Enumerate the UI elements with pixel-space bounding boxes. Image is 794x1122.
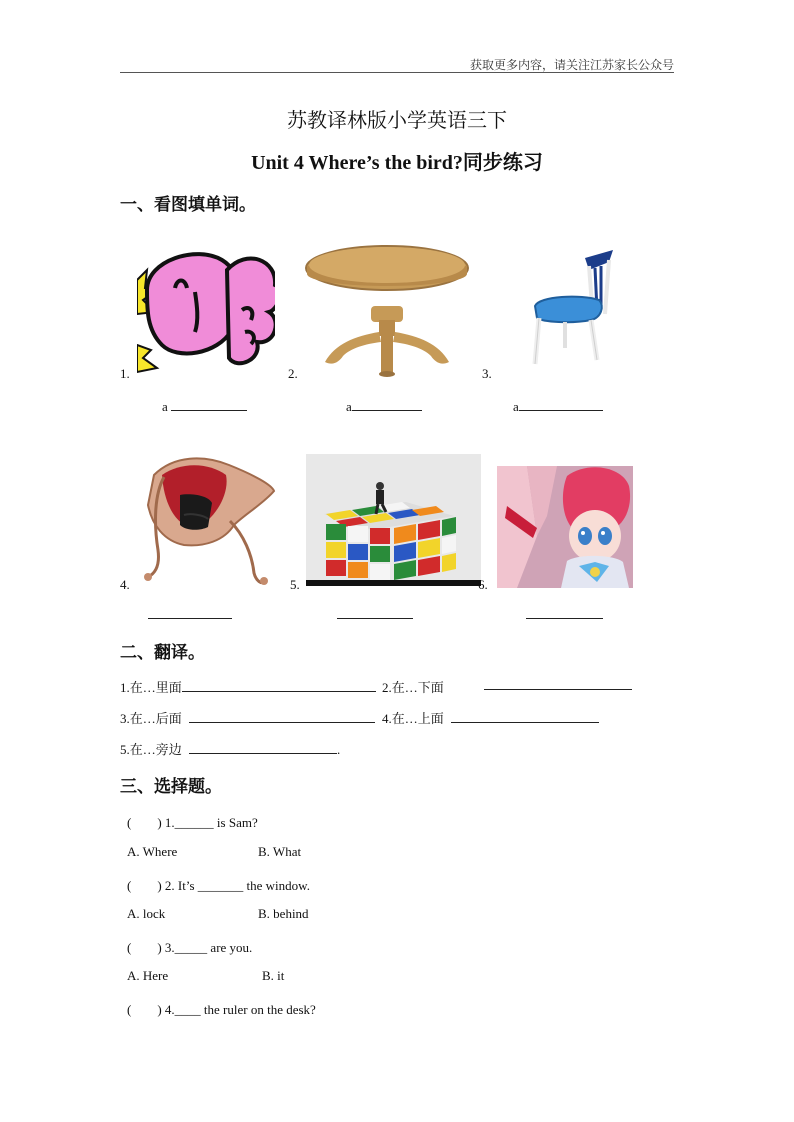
question-2 [127, 875, 310, 894]
answer-line-5[interactable] [337, 606, 413, 623]
translation-item-1[interactable] [120, 677, 376, 696]
option-a[interactable]: A. lock [127, 906, 166, 921]
chair-picture [525, 248, 617, 370]
answer-paren[interactable]: ( ) [127, 815, 162, 830]
answer-prefix: a [162, 399, 168, 414]
answer-paren[interactable]: ( ) [127, 1002, 162, 1017]
blank-line [337, 606, 413, 619]
question-text: 1.______ is Sam? [164, 815, 258, 830]
option-b[interactable]: B. it [262, 968, 285, 983]
answer-line-2[interactable] [346, 398, 422, 415]
blank-line [148, 606, 232, 619]
translation-item-2[interactable] [382, 677, 444, 696]
blank-line [171, 398, 247, 411]
header-note: 获取更多内容，请关注江苏家长公众号 [470, 58, 675, 72]
option-a[interactable]: A. Here [127, 968, 169, 983]
option-b[interactable]: B. What [258, 844, 302, 859]
answer-prefix: a [346, 399, 352, 414]
answer-prefix: a [513, 399, 519, 414]
page-title: 苏教译林版小学英语三下 [287, 110, 507, 132]
item-number: 2. [288, 366, 298, 381]
section1-heading: 一、看图填单词。 [120, 195, 256, 214]
header-divider [120, 72, 674, 73]
question-3 [127, 937, 252, 956]
blank-line [182, 679, 376, 692]
translation-item-5[interactable] [120, 739, 340, 758]
bag-picture [134, 455, 276, 588]
rubiks-cube-picture [306, 454, 481, 586]
blank-line [484, 677, 632, 690]
blank-line [526, 606, 603, 619]
option-a[interactable]: A. Where [127, 844, 178, 859]
answer-line-1[interactable] [162, 398, 247, 415]
question-text: 2. It’s _______ the window. [164, 878, 310, 893]
question-text: 3._____ are you. [164, 940, 253, 955]
answer-line-6[interactable] [526, 606, 603, 623]
bird-picture [137, 250, 275, 378]
blank-line [352, 398, 422, 411]
blank-line [189, 710, 375, 723]
item-number: 3. [482, 366, 492, 381]
answer-paren[interactable]: ( ) [127, 940, 162, 955]
translation-label: 1.在…里面 [120, 680, 182, 695]
section2-heading: 二、翻译。 [120, 643, 205, 662]
end-mark: . [337, 742, 341, 757]
item-number: 1. [120, 366, 130, 381]
page-subtitle: Unit 4 Where’s the bird?同步练习 [251, 152, 543, 174]
blank-line [519, 398, 603, 411]
translation-label: 3.在…后面 [120, 711, 182, 726]
question-4 [127, 999, 316, 1018]
translation-label: 5.在…旁边 [120, 742, 182, 757]
translation-item-3[interactable] [120, 708, 375, 727]
option-b[interactable]: B. behind [258, 906, 309, 921]
translation-blank-2[interactable] [484, 677, 632, 694]
item-number: 4. [120, 577, 130, 592]
translation-item-4[interactable] [382, 708, 599, 727]
item-number: 5. [290, 577, 300, 592]
anime-girl-picture [497, 466, 633, 588]
answer-line-3[interactable] [513, 398, 603, 415]
translation-label: 4.在…上面 [382, 711, 444, 726]
question-text: 4.____ the ruler on the desk? [164, 1002, 316, 1017]
question-1 [127, 812, 258, 831]
section3-heading: 三、选择题。 [120, 777, 222, 796]
table-picture [305, 244, 470, 378]
answer-paren[interactable]: ( ) [127, 878, 162, 893]
blank-line [189, 741, 337, 754]
answer-line-4[interactable] [148, 606, 232, 623]
item-number: 6. [478, 577, 488, 592]
translation-label: 2.在…下面 [382, 680, 444, 695]
blank-line [451, 710, 599, 723]
